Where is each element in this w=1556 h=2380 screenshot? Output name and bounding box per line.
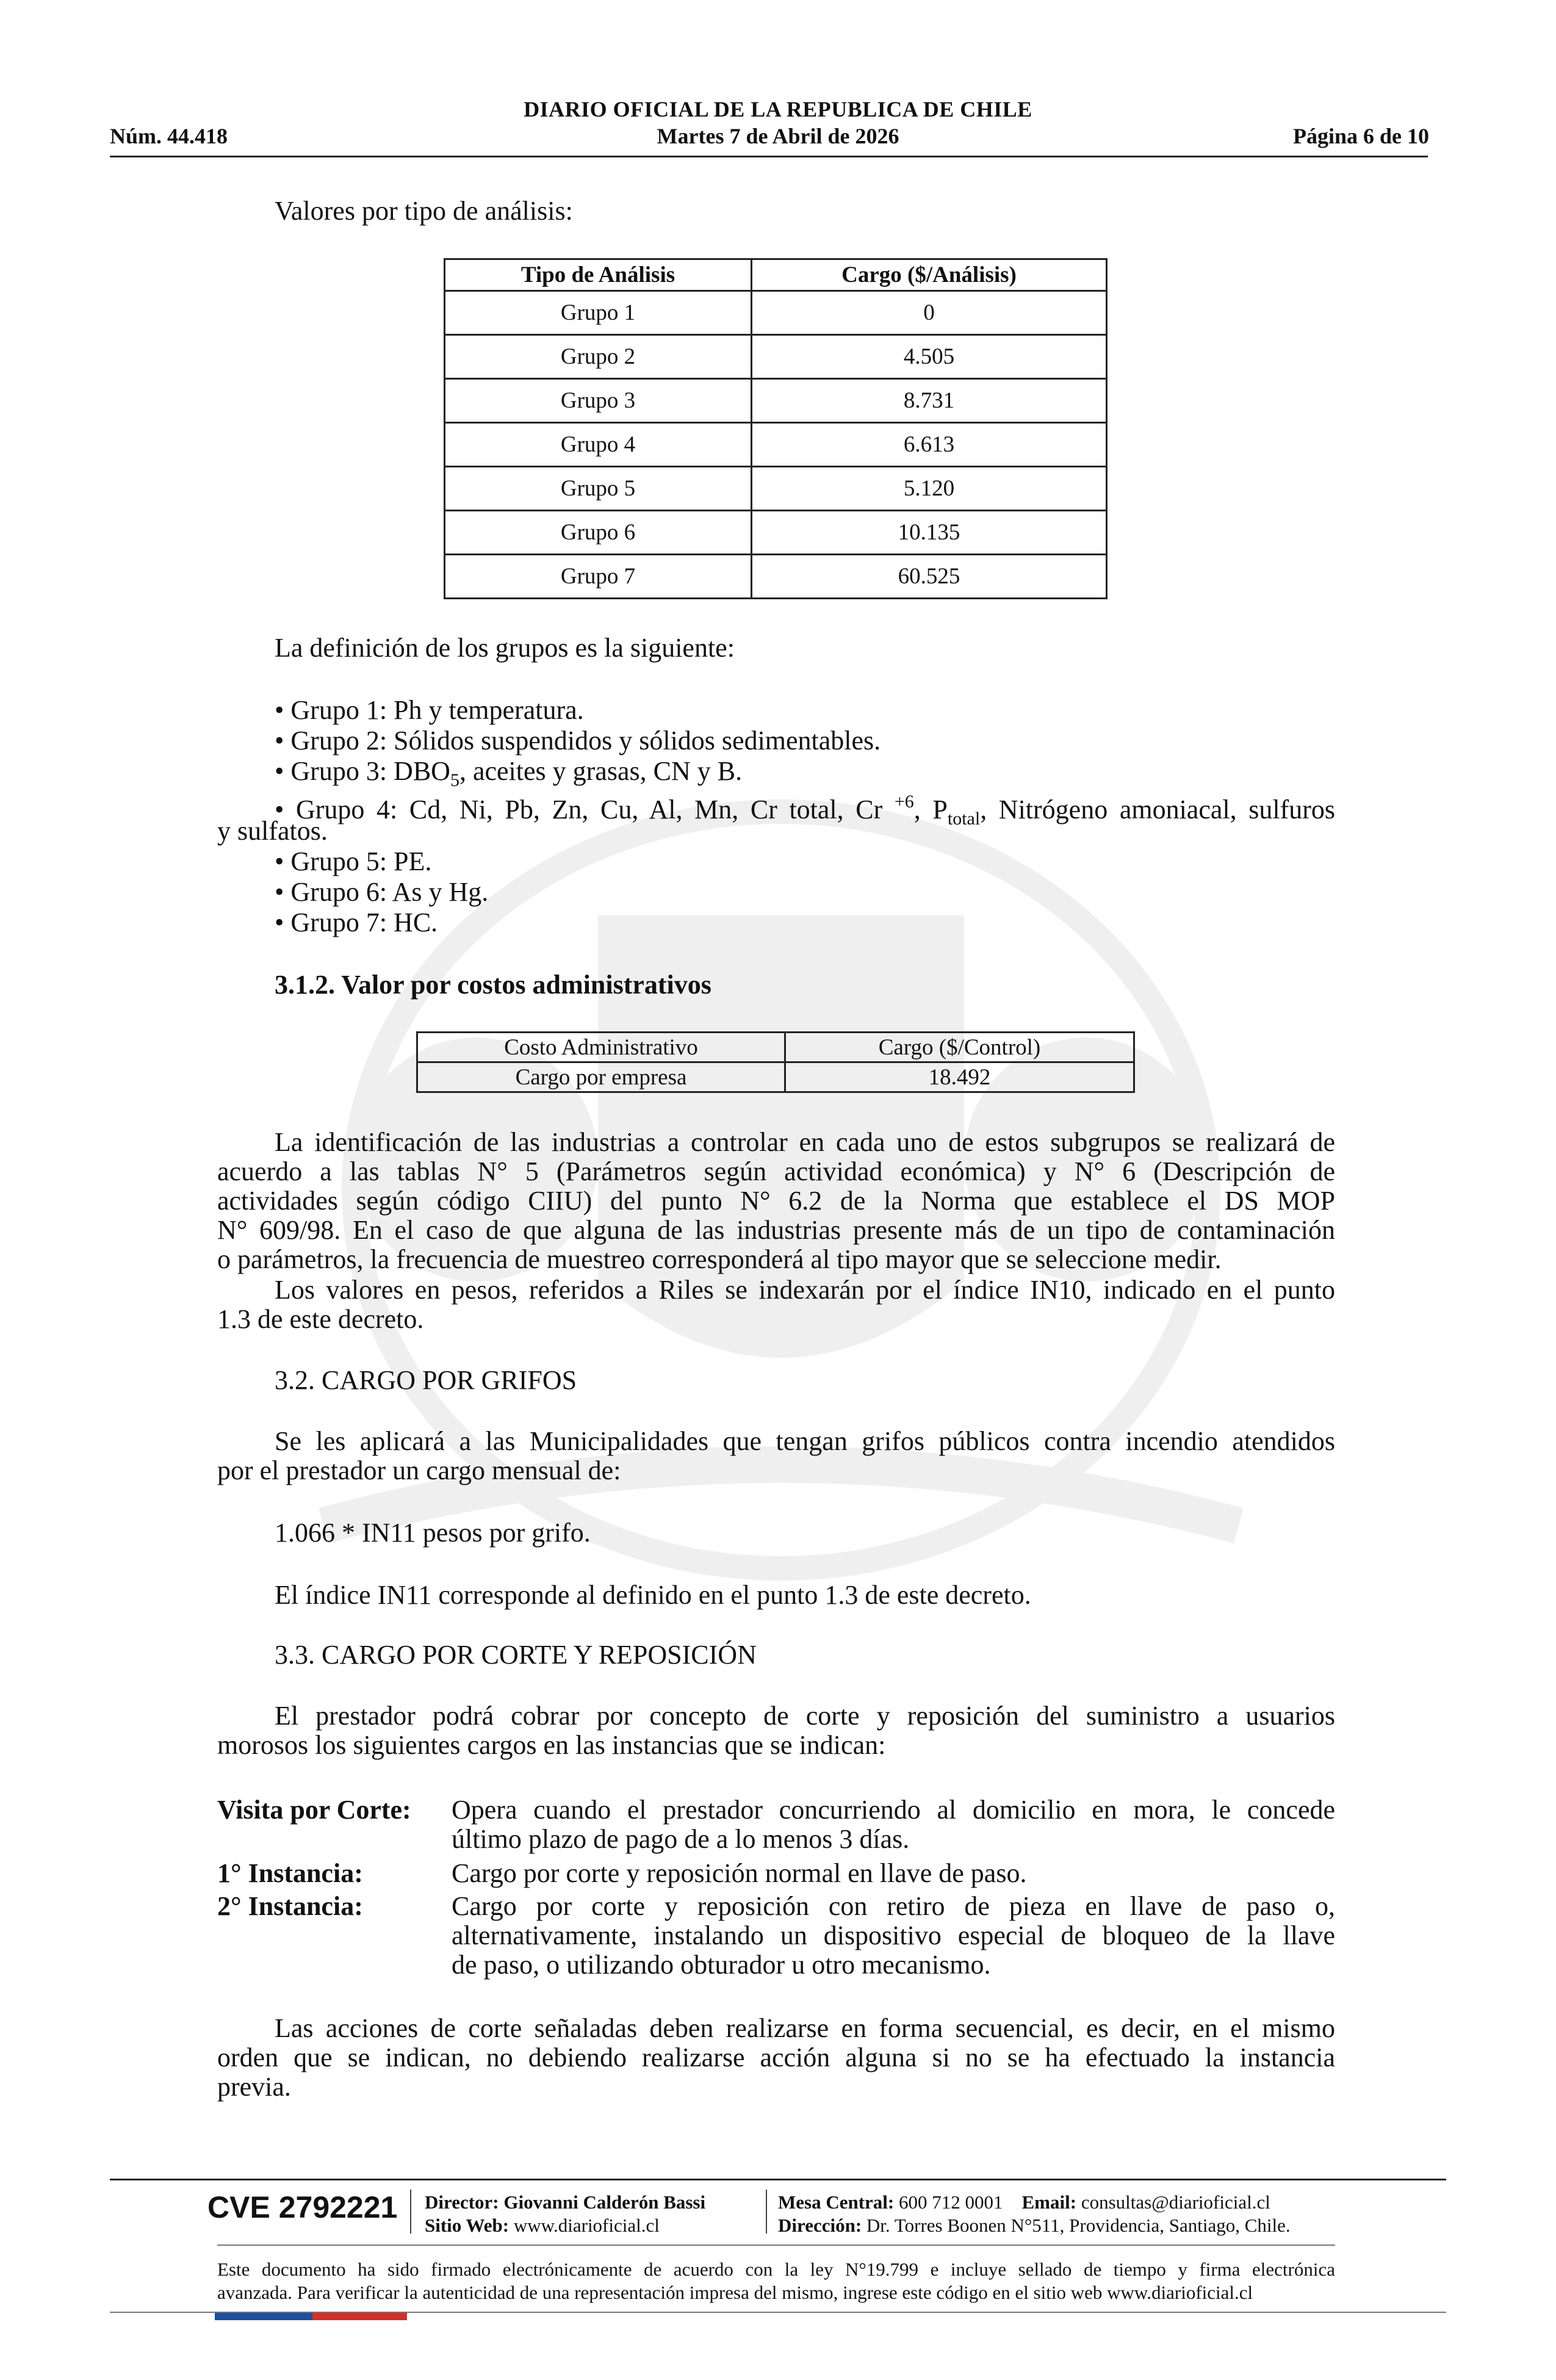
table-cell: Grupo 7 — [445, 555, 752, 599]
groups-intro: La definición de los grupos es la siguiente: — [275, 633, 735, 663]
in11-note: El índice IN11 corresponde al definido en el punto 1.3 de este decreto. — [275, 1580, 1031, 1610]
section-32-heading: 3.2. CARGO POR GRIFOS — [275, 1365, 577, 1395]
identification-paragraph: La identificación de las industrias a controlar en cada uno de estos subgrupos se realizará de acuerdo a las tablas N° 5 (Parámetros según actividad económica) y N° 6 (Descripción de actividades según código CIIU) del punto N° 6.2 de la Norma que establece el DS MOP N° 609/98. En el caso de que alguna de las industrias presente más de un tipo de contaminación o parámetros, la frecuencia de muestreo corresponderá al tipo mayor que se seleccione medir. — [217, 1127, 1335, 1274]
term-visita-corte: Visita por Corte: — [217, 1795, 411, 1825]
table-row — [445, 511, 1107, 555]
table-cell: Grupo 4 — [445, 423, 752, 467]
definition-instancia-2: Cargo por corte y reposición con retiro de pieza en llave de paso o, alternativamente, instalando un dispositivo especial de bloqueo de la llave de paso, o utilizando obturador u otro mecanismo. — [452, 1891, 1335, 1980]
table-cell: 4.505 — [752, 335, 1107, 379]
table-row — [417, 1062, 1134, 1092]
table-row — [445, 335, 1107, 379]
definition-instancia-1: Cargo por corte y reposición normal en llave de paso. — [452, 1858, 1027, 1888]
grifos-paragraph: Se les aplicará a las Municipalidades que tengan grifos públicos contra incendio atendidos por el prestador un cargo mensual de: — [217, 1426, 1335, 1485]
table-cell: Grupo 6 — [445, 511, 752, 555]
table-row — [445, 291, 1107, 335]
group-4-continuation: y sulfatos. — [217, 816, 328, 846]
issue-date: Martes 7 de Abril de 2026 — [657, 124, 899, 148]
table-cell: Grupo 3 — [445, 379, 752, 423]
cve-code: CVE 2792221 — [207, 2190, 398, 2224]
table-cell: 6.613 — [752, 423, 1107, 467]
table-row — [445, 423, 1107, 467]
footer-top-rule — [110, 2179, 1446, 2180]
term-instancia-1: 1° Instancia: — [217, 1858, 363, 1888]
table-cell: Cargo por empresa — [417, 1062, 785, 1092]
section-312-heading: 3.1.2. Valor por costos administrativos — [275, 970, 711, 1000]
definition-visita-corte: Opera cuando el prestador concurriendo al domicilio en mora, le concede último plazo de pago de a lo menos 3 días. — [452, 1795, 1335, 1854]
table-cell: Grupo 1 — [445, 291, 752, 335]
table-header-row — [417, 1033, 1134, 1062]
column-header: Cargo ($/Control) — [785, 1033, 1134, 1062]
footer-separator — [766, 2190, 767, 2234]
footer-mid-rule — [217, 2245, 1335, 2246]
newspaper-title: DIARIO OFICIAL DE LA REPUBLICA DE CHILE — [524, 97, 1032, 121]
group-5-item: • Grupo 5: PE. — [275, 846, 432, 876]
header-divider — [110, 156, 1428, 157]
footer-separator — [410, 2190, 411, 2234]
website-link[interactable]: www.diarioficial.cl — [513, 2215, 660, 2236]
table-cell: 60.525 — [752, 555, 1107, 599]
footer-contact-block: Mesa Central: 600 712 0001 Email: consultas@diarioficial.cl Dirección: Dr. Torres Boonen N°511, Providencia, Santiago, Chile. — [778, 2191, 1291, 2236]
column-header: Cargo ($/Análisis) — [752, 259, 1107, 291]
group-1-item: • Grupo 1: Ph y temperatura. — [275, 695, 584, 725]
group-3-item: • Grupo 3: $DBO_5$, aceites y grasas, CN y B. — [275, 756, 743, 790]
table-cell: 8.731 — [752, 379, 1107, 423]
email-link[interactable]: consultas@diarioficial.cl — [1081, 2191, 1270, 2213]
pesos-paragraph: Los valores en pesos, referidos a Riles se indexarán por el índice IN10, indicado en el punto 1.3 de este decreto. — [217, 1275, 1335, 1334]
table-cell: Grupo 5 — [445, 467, 752, 511]
term-instancia-2: 2° Instancia: — [217, 1891, 363, 1921]
flag-stripe-blue — [215, 2313, 312, 2320]
column-header: Costo Administrativo — [417, 1033, 785, 1062]
group-6-item: • Grupo 6: As y Hg. — [275, 877, 489, 907]
closing-paragraph: Las acciones de corte señaladas deben realizarse en forma secuencial, es decir, en el mismo orden que se indican, no debiendo realizarse acción alguna si no se ha efectuado la instancia previa. — [217, 2013, 1335, 2102]
footer-director-block: Director: Giovanni Calderón Bassi Sitio Web: www.diarioficial.cl — [425, 2191, 706, 2236]
table-cell: 0 — [752, 291, 1107, 335]
table-row — [445, 467, 1107, 511]
column-header: Tipo de Análisis — [445, 259, 752, 291]
table-cell: Grupo 2 — [445, 335, 752, 379]
section-33-heading: 3.3. CARGO POR CORTE Y REPOSICIÓN — [275, 1640, 757, 1670]
table-header-row — [445, 259, 1107, 291]
admin-cost-table — [416, 1031, 1135, 1093]
grifo-formula: 1.066 * IN11 pesos por grifo. — [275, 1518, 591, 1548]
corte-paragraph: El prestador podrá cobrar por concepto de corte y reposición del suministro a usuarios morosos los siguientes cargos en las instancias que se indican: — [217, 1701, 1335, 1760]
issue-number: Núm. 44.418 — [110, 124, 228, 148]
table-row — [445, 379, 1107, 423]
group-7-item: • Grupo 7: HC. — [275, 907, 438, 937]
legal-notice: Este documento ha sido firmado electrónicamente de acuerdo con la ley N°19.799 e incluye sellado de tiempo y firma electrónica avanzada. Para verificar la autenticidad de una representación impresa del mismo, ingrese este código en el sitio web www.diarioficial.cl — [217, 2259, 1335, 2303]
table-row — [445, 555, 1107, 599]
flag-stripe-red — [312, 2313, 407, 2320]
table-cell: 10.135 — [752, 511, 1107, 555]
intro-text: Valores por tipo de análisis: — [275, 196, 573, 226]
group-4-item: • Grupo 4: Cd, Ni, Pb, Zn, Cu, Al, Mn, Cr total, Cr $^{+6}$, $P_{total}$, Nitrógeno amoniacal, sulfuros — [275, 792, 1335, 829]
analysis-table — [444, 258, 1108, 599]
table-cell: 18.492 — [785, 1062, 1134, 1092]
group-2-item: • Grupo 2: Sólidos suspendidos y sólidos sedimentables. — [275, 726, 881, 755]
page-number: Página 6 de 10 — [1292, 124, 1429, 148]
table-cell: 5.120 — [752, 467, 1107, 511]
